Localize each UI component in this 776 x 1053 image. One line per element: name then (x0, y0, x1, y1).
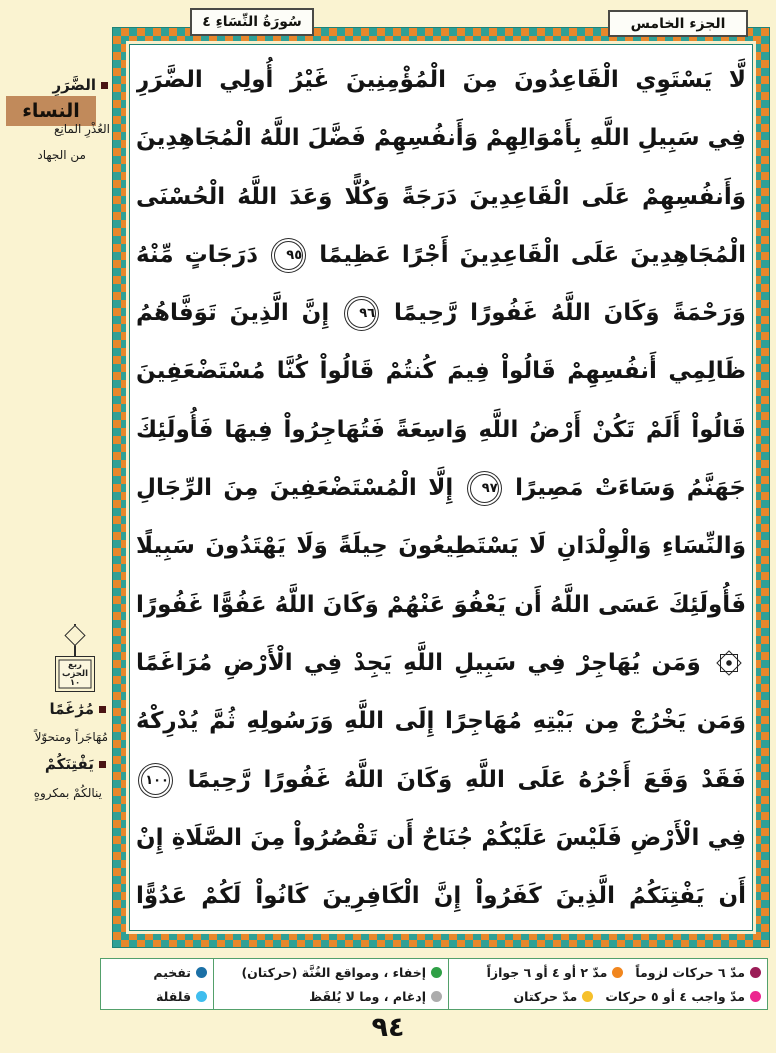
tajweed-legend (100, 958, 768, 1010)
quran-text: فِي الْأَرْضِ فَلَيْسَ عَلَيْكُمْ جُنَاحٌ أَن تَقْصُرُواْ مِنَ الصَّلَاةِ إِنْ (136, 824, 746, 851)
hizb-number: ١٠ (69, 677, 81, 688)
quran-line (136, 576, 746, 634)
quran-text: فَقَدْ وَقَعَ أَجْرُهُ عَلَى اللَّهِ وَكَانَ اللَّهُ غَفُورًا رَّحِيمًا (187, 766, 746, 793)
margin-gloss-term-muraghama (49, 700, 106, 718)
gloss-definition-yaftinakum: ينالكُمْ بمكروهٍ (33, 786, 102, 800)
legend-row (455, 984, 761, 1008)
quran-line (136, 284, 746, 342)
rub-hizb-margin-ornament (52, 620, 98, 692)
legend-item (513, 989, 593, 1004)
tajweed-color-dot (196, 991, 207, 1002)
legend-label: مدّ واجب ٤ أو ٥ حركات (605, 988, 745, 1004)
quran-line (136, 751, 746, 809)
quran-text: ظَالِمِي أَنفُسِهِمْ قَالُواْ فِيمَ كُنتُمْ قَالُواْ كُنَّا مُسْتَضْعَفِينَ (136, 358, 746, 385)
legend-item (153, 965, 207, 980)
legend-row (220, 984, 442, 1008)
tajweed-color-dot (612, 967, 623, 978)
quran-text: فِي سَبِيلِ اللَّهِ بِأَمْوَالِهِمْ وَأَنفُسِهِمْ فَضَّلَ اللَّهُ الْمُجَاهِدِينَ (136, 125, 746, 152)
legend-label: إدغام ، وما لا يُلفَظ (309, 988, 426, 1004)
square-bullet-icon (101, 82, 108, 89)
ayah-number-badge: ٩٧ (470, 474, 499, 503)
margin-gloss-term-yaftinakum (45, 755, 106, 773)
quran-text: وَمَن يَخْرُجْ مِن بَيْتِهِ مُهَاجِرًا إِلَى اللَّهِ وَرَسُولِهِ ثُمَّ يُدْرِكْهُ (136, 708, 746, 735)
quran-text: إِنَّ الَّذِينَ تَوَفَّاهُمُ (136, 300, 330, 327)
quran-text: وَالنِّسَاءِ وَالْوِلْدَانِ لَا يَسْتَطِيعُونَ حِيلَةً وَلَا يَهْتَدُونَ سَبِيلًا (136, 533, 746, 560)
rub-el-hizb-icon (716, 650, 742, 676)
tajweed-color-dot (431, 991, 442, 1002)
quran-line (136, 517, 746, 575)
quran-text: فَأُولَئِكَ عَسَى اللَّهُ أَن يَعْفُوَ عَنْهُمْ وَكَانَ اللَّهُ عَفُوًّا غَفُورًا (136, 591, 746, 618)
hizb-word-2: الحزب (61, 668, 89, 679)
quran-text: أَن يَفْتِنَكُمُ الَّذِينَ كَفَرُواْ إِنَّ الْكَافِرِينَ كَانُواْ لَكُمْ عَدُوًّا (136, 883, 746, 910)
tajweed-color-dot (196, 967, 207, 978)
legend-row (455, 960, 761, 984)
legend-section-tafkheem-qalqalah (101, 959, 213, 1009)
gloss-definition-line1: العُذْرِ المانِع (54, 122, 110, 136)
legend-item (487, 965, 624, 980)
tajweed-color-dot (750, 991, 761, 1002)
page-number: ٩٤ (371, 1012, 405, 1043)
quran-line (136, 168, 746, 226)
juz-title-cartouche: الجزء الخامس (608, 10, 748, 37)
rub-hizb-label-box (55, 656, 95, 692)
quran-line (136, 459, 746, 517)
legend-section-ghunnah-idgham (213, 959, 449, 1009)
legend-label: مدّ ٦ حركات لزوماً (635, 964, 745, 980)
quran-line (136, 226, 746, 284)
legend-label: قلقلة (156, 988, 191, 1004)
quran-text: وَمَن يُهَاجِرْ فِي سَبِيلِ اللَّهِ يَجِدْ فِي الْأَرْضِ مُرَاغَمًا (136, 649, 701, 676)
hizb-word-1: ربع (68, 659, 82, 670)
gloss-definition-line2: من الجهاد (37, 148, 86, 162)
legend-label: مدّ حركتان (513, 988, 578, 1004)
surah-title-cartouche: سُورَةُ النِّسَاءِ ٤ (190, 8, 314, 36)
legend-item (605, 989, 761, 1004)
quran-text: لَّا يَسْتَوِي الْقَاعِدُونَ مِنَ الْمُؤْمِنِينَ غَيْرُ أُولِي الضَّرَرِ (136, 67, 746, 93)
quran-line (136, 634, 746, 692)
square-bullet-icon (99, 761, 106, 768)
quran-text: وَرَحْمَةً وَكَانَ اللَّهُ غَفُورًا رَّحِيمًا (394, 300, 746, 327)
ayah-number-badge: ١٠٠ (141, 766, 170, 795)
quran-text: جَهَنَّمُ وَسَاءَتْ مَصِيرًا (515, 475, 746, 502)
legend-row (220, 960, 442, 984)
tajweed-color-dot (582, 991, 593, 1002)
quran-line (136, 342, 746, 400)
gloss-definition-muraghama: مُهَاجَراً ومتحوّلاً (34, 730, 108, 744)
tajweed-color-dot (750, 967, 761, 978)
quran-line (136, 692, 746, 750)
quran-text-block (129, 49, 753, 926)
quran-text: دَرَجَاتٍ مِّنْهُ (136, 241, 259, 268)
legend-item (156, 989, 207, 1004)
quran-text: الْمُجَاهِدِينَ عَلَى الْقَاعِدِينَ أَجْرًا عَظِيمًا (319, 241, 746, 268)
legend-item (635, 965, 761, 980)
ayah-number-badge: ٩٥ (274, 241, 303, 270)
gloss-term-text: مُرَٰغَمًا (49, 700, 94, 718)
quran-text: إِلَّا الْمُسْتَضْعَفِينَ مِنَ الرِّجَالِ (136, 475, 454, 502)
left-margin (0, 0, 112, 1053)
quran-text: وَأَنفُسِهِمْ عَلَى الْقَاعِدِينَ دَرَجَةً وَكُلًّا وَعَدَ اللَّهُ الْحُسْنَى (136, 183, 746, 210)
legend-section-madd (449, 959, 767, 1009)
quran-line (136, 51, 746, 109)
quran-line (136, 401, 746, 459)
quran-line (136, 867, 746, 925)
legend-item (241, 965, 442, 980)
gloss-term-text: يَفْتِنَكُمْ (44, 755, 94, 773)
surah-name-tab: النساء (6, 96, 96, 126)
tajweed-color-dot (431, 967, 442, 978)
quran-text: قَالُواْ أَلَمْ تَكُنْ أَرْضُ اللَّهِ وَاسِعَةً فَتُهَاجِرُواْ فِيهَا فَأُولَئِكَ (136, 416, 746, 443)
ornament-finial-icon (52, 620, 98, 656)
legend-row (107, 984, 207, 1008)
gloss-term-text: الضَّرَرِ (52, 76, 96, 94)
legend-label: مدّ ٢ أو ٤ أو ٦ جوازاً (486, 964, 608, 980)
legend-label: تفخيم (153, 964, 191, 980)
legend-label: إخفاء ، ومواقع الغُنَّة (حركتان) (241, 964, 426, 980)
legend-row (107, 960, 207, 984)
margin-gloss-term-darar (52, 76, 108, 94)
ayah-number-badge: ٩٦ (347, 299, 376, 328)
square-bullet-icon (99, 706, 106, 713)
legend-item (309, 989, 442, 1004)
quran-line (136, 809, 746, 867)
quran-line (136, 109, 746, 167)
